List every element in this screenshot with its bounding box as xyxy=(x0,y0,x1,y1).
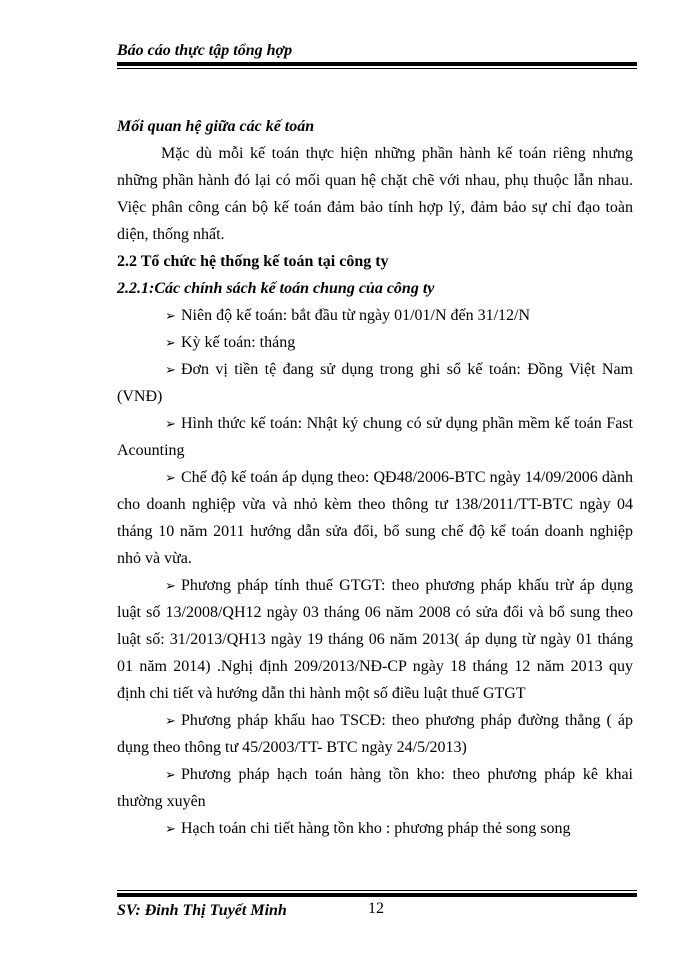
header-title: Báo cáo thực tập tổng hợp xyxy=(117,42,293,59)
page-number: 12 xyxy=(368,900,384,917)
relation-heading: Mối quan hệ giữa các kế toán xyxy=(117,118,315,135)
policy-text: Phương pháp tính thuế GTGT: theo phương pháp khấu trừ áp dụng luật số 13/2008/QH12 ngày 03 tháng 06 năm 2008 có sửa đổi và bổ sung theo luật số: 31/2013/QH13 ngày 19 tháng 06 năm 2013( áp dụng từ ngày 01 tháng 01 năm 2014) .Nghị định 209/2013/NĐ-CP ngày 18 tháng 12 năm 2013 quy định chi tiết và hướng dẫn thi hành một số điều luật thuế GTGT xyxy=(117,577,633,702)
document-body xyxy=(117,113,633,842)
footer-rule-thick xyxy=(117,893,637,897)
arrow-bullet-icon: ➢ xyxy=(165,362,176,377)
policy-item xyxy=(117,410,633,464)
policy-text: Phương pháp khấu hao TSCĐ: theo phương pháp đường thẳng ( áp dụng theo thông tư 45/2003/TT- BTC ngày 24/5/2013) xyxy=(117,712,633,756)
policy-text: Hạch toán chi tiết hàng tồn kho : phương pháp thẻ song song xyxy=(181,820,571,837)
policy-text: Kỳ kế toán: tháng xyxy=(181,334,296,351)
policy-item xyxy=(117,464,633,572)
policy-item xyxy=(117,572,633,707)
header-rule-thick xyxy=(117,62,637,66)
relation-paragraph: Mặc dù mỗi kế toán thực hiện những phần hành kế toán riêng nhưng những phần hành đó lại có mối quan hệ chặt chẽ với nhau, phụ thuộc lẫn nhau. Việc phân công cán bộ kế toán đảm bảo tính hợp lý, đảm bảo sự chỉ đạo toàn diện, thống nhất. xyxy=(117,145,633,243)
arrow-bullet-icon: ➢ xyxy=(165,335,176,350)
arrow-bullet-icon: ➢ xyxy=(165,767,176,782)
policy-item xyxy=(117,302,633,329)
policy-item xyxy=(117,815,633,842)
policy-text: Niên độ kế toán: bắt đầu từ ngày 01/01/N đến 31/12/N xyxy=(181,307,531,324)
footer-rule-thin xyxy=(117,890,637,891)
policy-item xyxy=(117,707,633,761)
student-name: SV: Đinh Thị Tuyết Minh xyxy=(117,902,287,919)
policy-text: Chế độ kế toán áp dụng theo: QĐ48/2006-BTC ngày 14/09/2006 dành cho doanh nghiệp vừa và nhỏ kèm theo thông tư 138/2011/TT-BTC ngày 04 tháng 10 năm 2011 hướng dẫn sửa đổi, bổ sung chế độ kế toán doanh nghiệp nhỏ và vừa. xyxy=(117,469,633,567)
arrow-bullet-icon: ➢ xyxy=(165,821,176,836)
policy-text: Đơn vị tiền tệ đang sử dụng trong ghi sổ kế toán: Đồng Việt Nam (VNĐ) xyxy=(117,361,633,405)
arrow-bullet-icon: ➢ xyxy=(165,578,176,593)
arrow-bullet-icon: ➢ xyxy=(165,416,176,431)
policy-text: Hình thức kế toán: Nhật ký chung có sử dụng phần mềm kế toán Fast Acounting xyxy=(117,415,633,459)
policy-item xyxy=(117,329,633,356)
header-rule-thin xyxy=(117,68,637,69)
policy-text: Phương pháp hạch toán hàng tồn kho: theo phương pháp kê khai thường xuyên xyxy=(117,766,633,810)
policy-item xyxy=(117,761,633,815)
section-heading: 2.2 Tổ chức hệ thống kế toán tại công ty xyxy=(117,253,389,270)
arrow-bullet-icon: ➢ xyxy=(165,713,176,728)
subsection-heading: 2.2.1:Các chính sách kế toán chung của công ty xyxy=(117,280,435,297)
policy-item xyxy=(117,356,633,410)
arrow-bullet-icon: ➢ xyxy=(165,308,176,323)
arrow-bullet-icon: ➢ xyxy=(165,470,176,485)
